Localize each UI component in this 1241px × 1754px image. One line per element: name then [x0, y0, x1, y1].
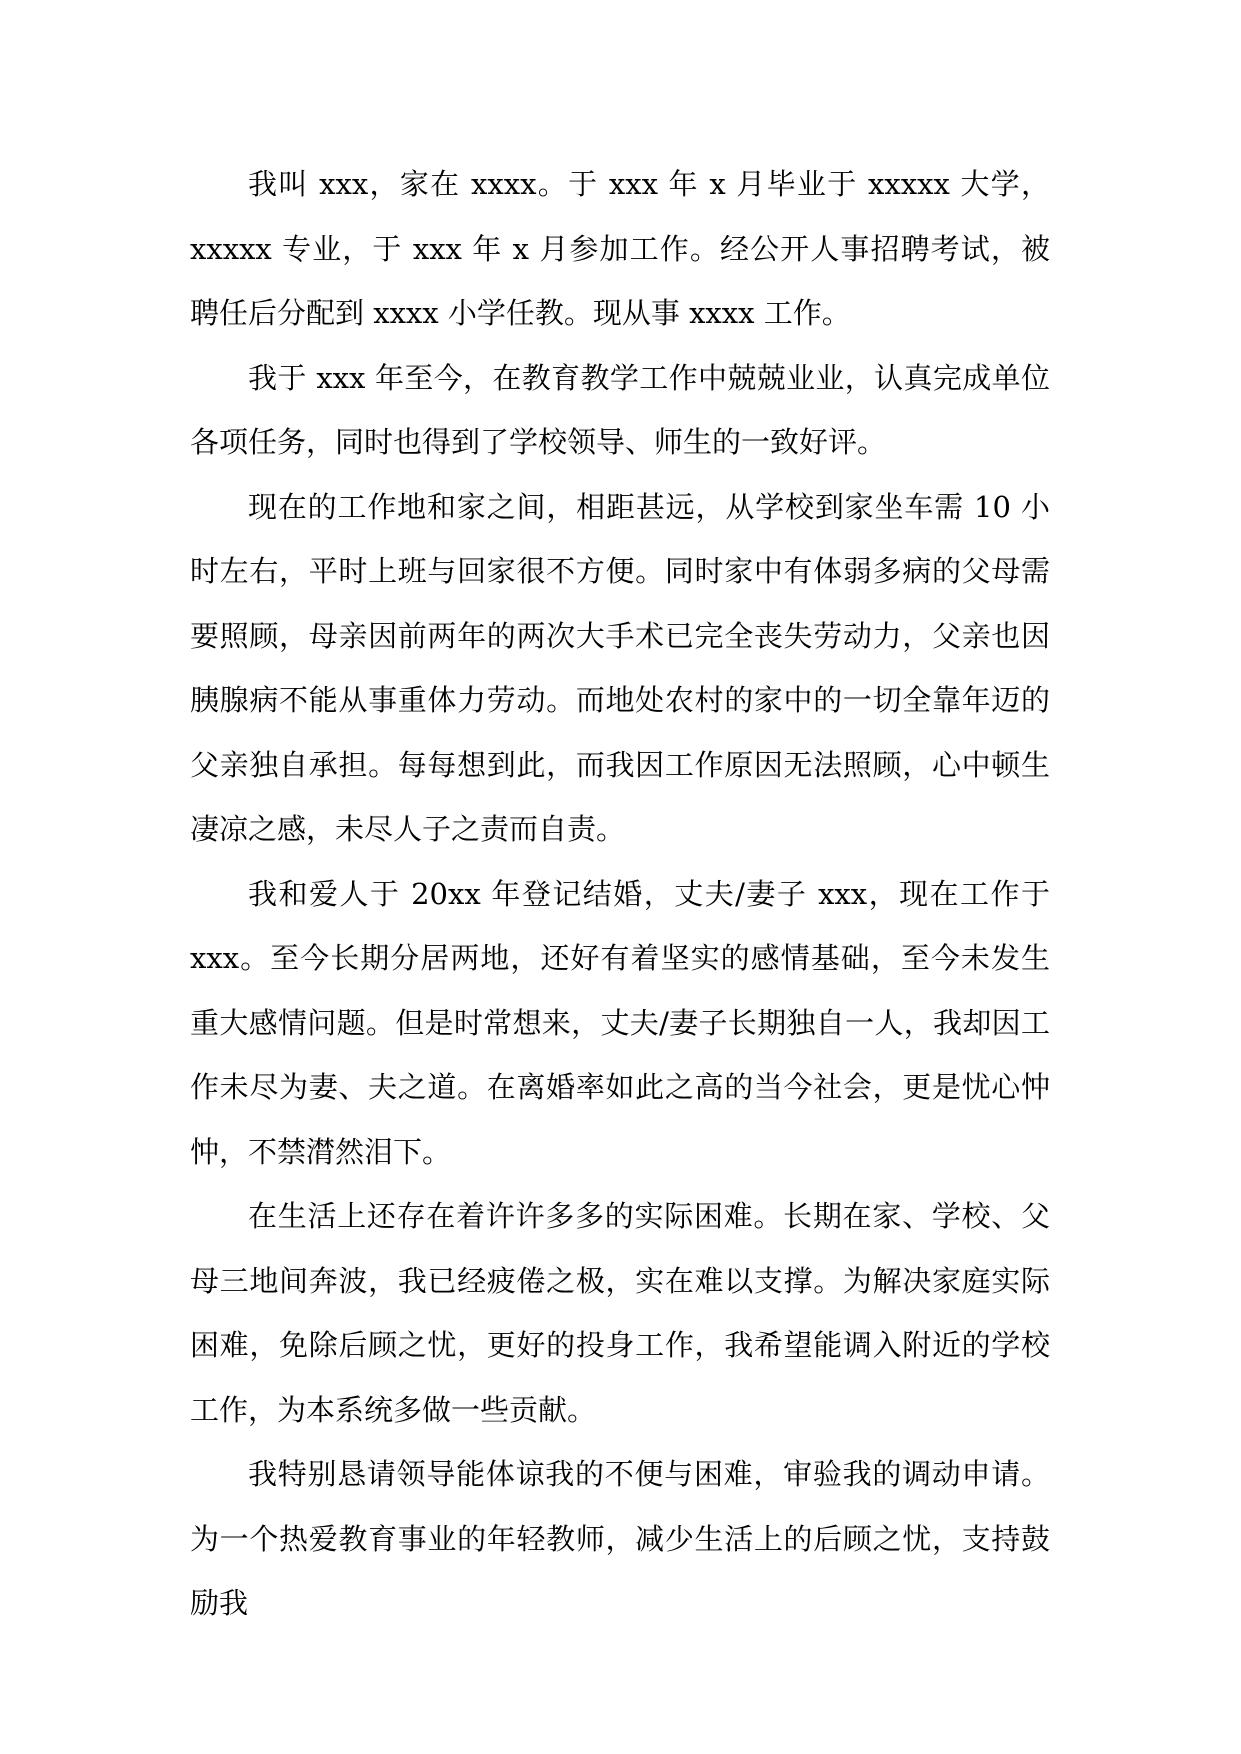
document-body	[190, 152, 1050, 1636]
paragraph-personal-info: 我叫 xxx，家在 xxxx。于 xxx 年 x 月毕业于 xxxxx 大学，xxxxx 专业，于 xxx 年 x 月参加工作。经公开人事招聘考试，被聘任后分配到 xxxx 小学任教。现从事 xxxx 工作。	[190, 167, 1050, 330]
paragraph-life-difficulty: 在生活上还存在着许许多多的实际困难。长期在家、学校、父母三地间奔波，我已经疲倦之极，实在难以支撑。为解决家庭实际困难，免除后顾之忧，更好的投身工作，我希望能调入附近的学校工作，为本系统多做一些贡献。	[190, 1199, 1050, 1427]
paragraph-marriage: 我和爱人于 20xx 年登记结婚，丈夫/妻子 xxx，现在工作于 xxx。至今长期分居两地，还好有着坚实的感情基础，至今未发生重大感情问题。但是时常想来，丈夫/妻子长期独自一人，我却因工作未尽为妻、夫之道。在离婚率如此之高的当今社会，更是忧心忡忡，不禁潸然泪下。	[190, 876, 1050, 1169]
paragraph-family-difficulty: 现在的工作地和家之间，相距甚远，从学校到家坐车需 10 小时左右，平时上班与回家很不方便。同时家中有体弱多病的父母需要照顾，母亲因前两年的两次大手术已完全丧失劳动力，父亲也因胰腺病不能从事重体力劳动。而地处农村的家中的一切全靠年迈的父亲独自承担。每每想到此，而我因工作原因无法照顾，心中顿生凄凉之感，未尽人子之责而自责。	[190, 489, 1050, 846]
paragraph-work-record: 我于 xxx 年至今，在教育教学工作中兢兢业业，认真完成单位各项任务，同时也得到了学校领导、师生的一致好评。	[190, 360, 1050, 459]
paragraph-request: 我特别恳请领导能体谅我的不便与困难，审验我的调动申请。为一个热爱教育事业的年轻教师，减少生活上的后顾之忧，支持鼓励我	[190, 1457, 1050, 1620]
